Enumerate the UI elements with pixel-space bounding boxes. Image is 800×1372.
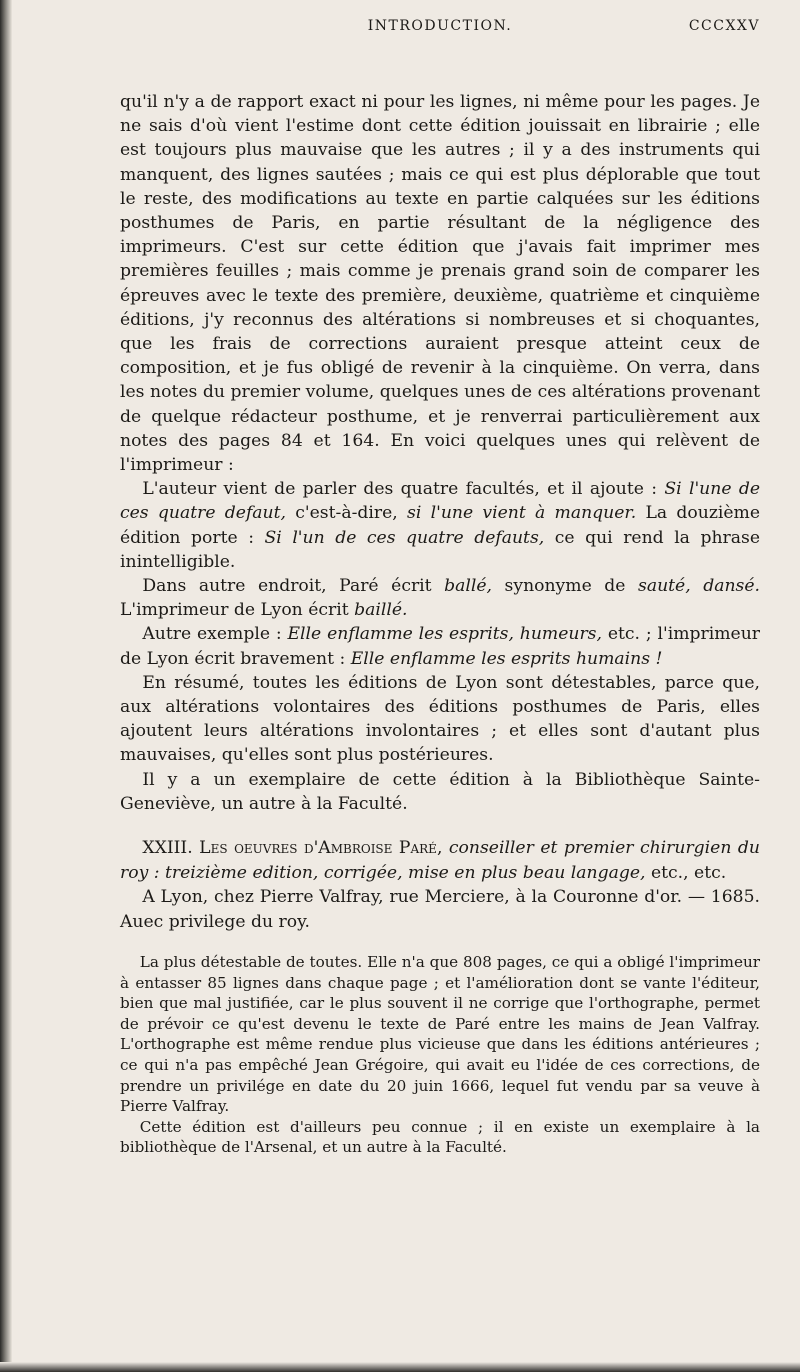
entry-title-italic: conseiller et premier chirurgien du roy : treizième edition, corrigée, mise en plus beau langage,	[120, 838, 760, 883]
note-paragraph-1: La plus détestable de toutes. Elle n'a que 808 pages, ce qui a obligé l'imprimeur à entasser 85 lignes dans chaque page ; et l'amélioration dont se vante l'éditeur, bien que mal justifiée, car le plus souvent il ne corrige que l'orthographe, permet de prévoir ce qu'est devenu le texte de Paré entre les mains de Jean Valfray. L'orthographe est même rendue plus vicieuse que dans les éditions antérieures ; ce qui n'a pas empêché Jean Grégoire, qui avait eu l'idée de ces corrections, de prendre un privilége en date du 20 juin 1666, lequel fut vendu par sa veuve à Pierre Valfray.	[120, 953, 760, 1116]
paragraph-resume: En résumé, toutes les éditions de Lyon sont détestables, parce que, aux altérations volontaires des éditions posthumes de Paris, elles ajoutent leurs altérations involontaires ; et elles sont d'autant plus mauvaises, qu'elles sont plus postérieures.	[120, 672, 760, 766]
page-bottom-edge	[0, 1362, 800, 1372]
paragraph-exemplaire: Il y a un exemplaire de cette édition à la Bibliothèque Sainte-Geneviève, un autre à la Faculté.	[120, 769, 760, 814]
running-head	[120, 14, 760, 44]
entry-notes	[120, 952, 760, 1158]
paragraph-autre-exemple: Autre exemple : Elle enflamme les esprits, humeurs, etc. ; l'imprimeur de Lyon écrit bravement : Elle enflamme les esprits humains !	[120, 624, 760, 669]
paragraph-continuation: qu'il n'y a de rapport exact ni pour les lignes, ni même pour les pages. Je ne sais d'où vient l'estime dont cette édition jouissait en librairie ; elle est toujours plus mauvaise que les autres ; il y a des instruments qui manquent, des lignes sautées ; mais ce qui est plus déplorable que tout le reste, des modifications au texte en partie calquées sur les éditions posthumes de Paris, en partie résultant de la négligence des imprimeurs. C'est sur cette édition que j'avais fait imprimer mes premières feuilles ; mais comme je prenais grand soin de comparer les épreuves avec le texte des première, deuxième, quatrième et cinquième éditions, j'y reconnus des altérations si nombreuses et si choquantes, que les frais de corrections auraient presque atteint ceux de composition, et je fus obligé de revenir à la cinquième. On verra, dans les notes du premier volume, quelques unes de ces altérations provenant de quelque rédacteur posthume, et je renverrai particulièrement aux notes des pages 84 et 164. En voici quelques unes qui relèvent de l'imprimeur :	[120, 92, 760, 476]
bibliography-entry-xxiii	[120, 836, 760, 934]
book-page	[120, 14, 760, 1158]
quote-original: Si l'une de ces quatre defaut,	[120, 479, 760, 524]
note-paragraph-2: Cette édition est d'ailleurs peu connue ; il en existe un exemplaire à la bibliothèque de l'Arsenal, et un autre à la Faculté.	[120, 1117, 760, 1157]
entry-imprint: A Lyon, chez Pierre Valfray, rue Merciere, à la Couronne d'or. — 1685. Auec privilege du roy.	[120, 887, 760, 932]
quote-gloss: si l'une vient à manquer.	[407, 503, 637, 524]
quote-twelfth-edition: Si l'un de ces quatre defauts,	[264, 527, 545, 548]
paragraph-balle: Dans autre endroit, Paré écrit ballé, synonyme de sauté, dansé. L'imprimeur de Lyon écrit baillé.	[120, 576, 760, 621]
entry-title: XXIII. Les oeuvres d'Ambroise Paré, conseiller et premier chirurgien du roy : treizième edition, corrigée, mise en plus beau langage, etc., etc.	[120, 838, 760, 883]
entry-number: XXIII.	[142, 838, 193, 859]
paragraph-facultes: L'auteur vient de parler des quatre facultés, et il ajoute : Si l'une de ces quatre defaut, c'est-à-dire, si l'une vient à manquer. La douzième édition porte : Si l'un de ces quatre defauts, ce qui rend la phrase inintelligible.	[120, 479, 761, 572]
page-number: CCCXXV	[688, 18, 760, 34]
entry-title-smallcaps: Les oeuvres d'Ambroise Paré,	[199, 838, 443, 859]
book-binding-edge	[0, 0, 12, 1372]
main-text	[120, 90, 760, 816]
running-head-title: INTRODUCTION.	[367, 18, 513, 34]
